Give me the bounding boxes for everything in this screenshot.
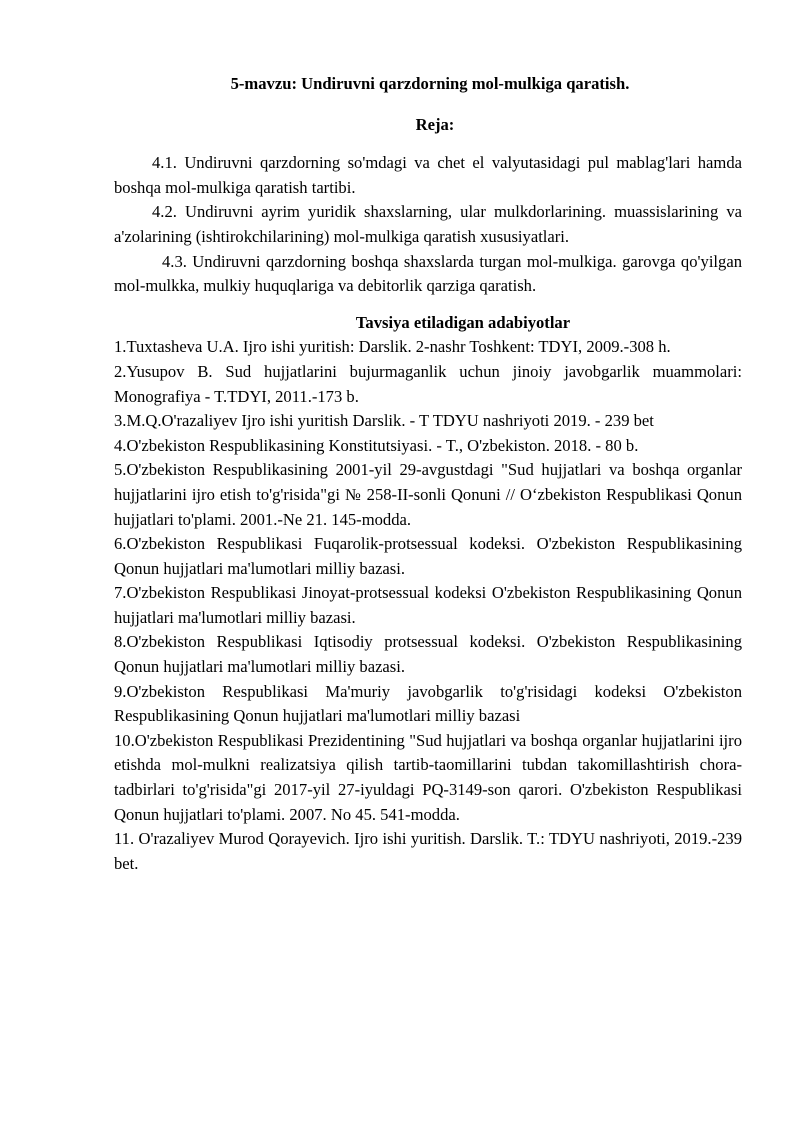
reference-item: 9.O'zbekiston Respublikasi Ma'muriy javobgarlik to'g'risidagi kodeksi O'zbekiston Respublikasining Qonun hujjatlari ma'lumotlari milliy bazasi bbox=[114, 681, 742, 726]
literature-heading: Tavsiya etiladigan adabiyotlar bbox=[355, 312, 571, 332]
plan-item: 4.1. Undiruvni qarzdorning so'mdagi va chet el valyutasidagi pul mablag'lari hamda boshqa mol-mulkiga qaratish tartibi. bbox=[114, 153, 742, 197]
plan-heading: Reja: bbox=[415, 114, 455, 134]
reference-item: 8.O'zbekiston Respublikasi Iqtisodiy protsessual kodeksi. O'zbekiston Respublikasining Qonun hujjatlari ma'lumotlari milliy bazasi. bbox=[114, 632, 742, 677]
reference-item: 11. O'razaliyev Murod Qorayevich. Ijro ishi yuritish. Darslik. T.: TDYU nashriyoti, 2019.-239 bet. bbox=[114, 829, 742, 873]
plan-item: 4.3. Undiruvni qarzdorning boshqa shaxslarda turgan mol-mulkiga. garovga qo'yilgan mol-mulkka, mulkiy huquqlariga va debitorlik qarziga qaratish. bbox=[114, 251, 742, 296]
reference-item: 5.O'zbekiston Respublikasining 2001-yil 29-avgustdagi "Sud hujjatlari va boshqa organlar hujjatlarini ijro etish to'g'risida"gi № 258-II-sonli Qonuni // O‘zbekiston Respublikasi Qonun hujjatlari to'plami. 2001.-Ne 21. 145-modda. bbox=[114, 460, 742, 529]
reference-item: 3.M.Q.O'razaliyev Ijro ishi yuritish Darslik. - T TDYU nashriyoti 2019. - 239 bet bbox=[114, 411, 654, 431]
reference-item: 4.O'zbekiston Respublikasining Konstitutsiyasi. - T., O'zbekiston. 2018. - 80 b. bbox=[114, 435, 639, 455]
document-page bbox=[114, 72, 742, 876]
reference-item: 10.O'zbekiston Respublikasi Prezidentining "Sud hujjatlari va boshqa organlar hujjatlarini ijro etishda mol-mulkni realizatsiya qilish tartib-taomillarini tubdan takomillashtirish chora-tadbirlari to'g'risida"gi 2017-yil 27-iyuldagi PQ-3149-son qarori. O'zbekiston Respublikasi Qonun hujjatlari to'plami. 2007. No 45. 541-modda. bbox=[114, 730, 742, 824]
reference-item: 2.Yusupov B. Sud hujjatlarini bujurmaganlik uchun jinoiy javobgarlik muammolari: Monografiya - T.TDYI, 2011.-173 b. bbox=[114, 361, 742, 406]
reference-item: 1.Tuxtasheva U.A. Ijro ishi yuritish: Darslik. 2-nashr Toshkent: TDYI, 2009.-308 h. bbox=[114, 337, 671, 357]
reference-item: 6.O'zbekiston Respublikasi Fuqarolik-protsessual kodeksi. O'zbekiston Respublikasining Qonun hujjatlari ma'lumotlari milliy bazasi. bbox=[114, 534, 742, 578]
reference-item: 7.O'zbekiston Respublikasi Jinoyat-protsessual kodeksi O'zbekiston Respublikasining Qonun hujjatlari ma'lumotlari milliy bazasi. bbox=[114, 583, 742, 627]
page-title: 5-mavzu: Undiruvni qarzdorning mol-mulkiga qaratish. bbox=[230, 74, 630, 93]
plan-item: 4.2. Undiruvni ayrim yuridik shaxslarning, ular mulkdorlarining. muassislarining va a'zolarining (ishtirokchilarining) mol-mulkiga qaratish xususiyatlari. bbox=[114, 202, 742, 246]
